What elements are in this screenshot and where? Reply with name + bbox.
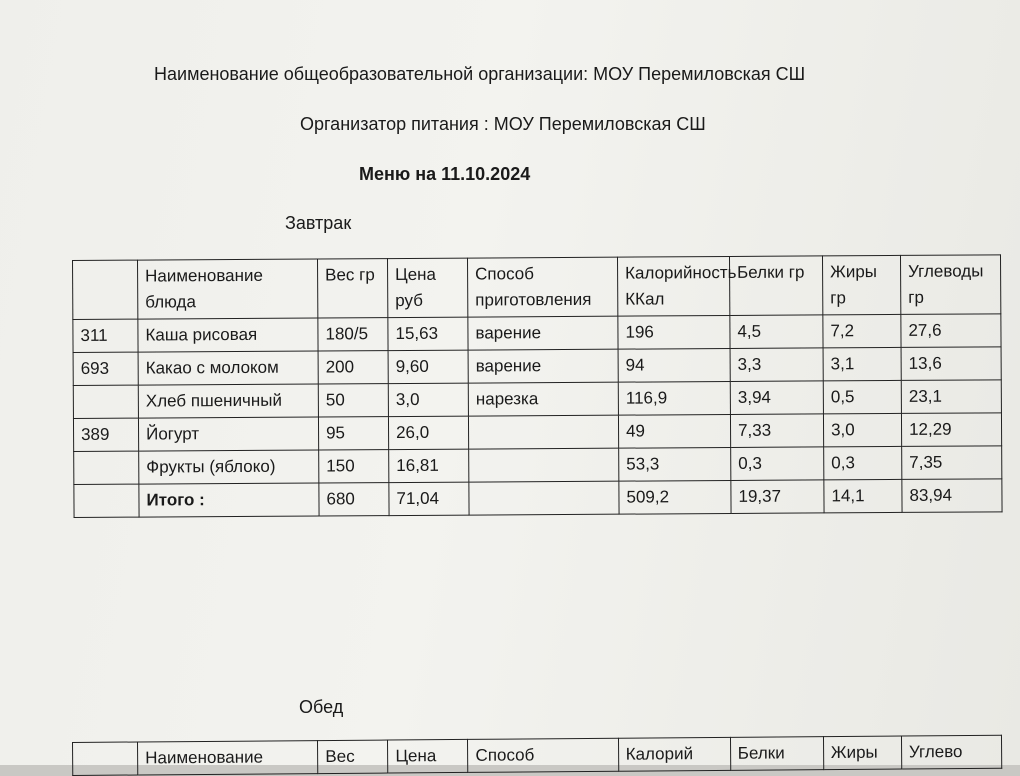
column-header-carbohydrates: Углеводы гр xyxy=(900,255,1000,315)
organization-name: Наименование общеобразовательной организации: МОУ Перемиловская СШ xyxy=(154,64,806,84)
column-header-protein: Белки гр xyxy=(729,256,822,316)
column-header-protein: Белки xyxy=(730,737,823,771)
column-header-dish-name: Наименование xyxy=(138,741,318,775)
lunch-section-title: Обед xyxy=(299,697,344,717)
total-row xyxy=(74,479,1002,518)
total-fat: 14,1 xyxy=(824,479,902,512)
cell-fat: 3,0 xyxy=(823,413,901,446)
cell-dish-name: Фрукты (яблоко) xyxy=(139,450,319,484)
cell-calories: 196 xyxy=(618,315,730,349)
cell-carbohydrates: 7,35 xyxy=(902,446,1002,480)
cell-price: 26,0 xyxy=(388,416,468,449)
column-header-code xyxy=(73,742,138,776)
table-header-row xyxy=(73,735,1002,775)
column-header-cooking-method: Способ приготовления xyxy=(467,257,617,317)
cell-protein: 7,33 xyxy=(730,414,823,448)
column-header-price: Цена руб xyxy=(387,258,467,317)
column-header-fat: Жиры xyxy=(823,736,901,770)
column-header-cooking-method: Способ xyxy=(468,738,618,772)
column-header-price: Цена xyxy=(388,739,468,773)
cell-carbohydrates: 12,29 xyxy=(901,413,1001,447)
cell-dish-name: Хлеб пшеничный xyxy=(138,384,318,418)
lunch-table xyxy=(72,735,1002,776)
column-header-code xyxy=(73,260,138,319)
column-header-calories: Калорий xyxy=(618,737,730,771)
cell-code xyxy=(74,451,139,484)
column-header-dish-name: Наименование блюда xyxy=(138,259,318,319)
cell-calories: 94 xyxy=(618,348,730,382)
column-header-weight: Вес гр xyxy=(317,259,387,318)
cell-cooking-method xyxy=(469,448,619,482)
cell-price: 9,60 xyxy=(388,350,468,383)
cell-cooking-method: варение xyxy=(468,349,618,383)
cell-calories: 116,9 xyxy=(618,381,730,415)
menu-date-title: Меню на 11.10.2024 xyxy=(359,164,531,184)
cell-weight: 50 xyxy=(318,384,388,417)
cell-protein: 4,5 xyxy=(730,315,823,349)
cell-calories: 53,3 xyxy=(619,447,731,481)
cell-protein: 3,94 xyxy=(730,381,823,415)
cell-code: 389 xyxy=(73,418,138,451)
breakfast-table xyxy=(72,254,1003,518)
breakfast-section-title: Завтрак xyxy=(285,213,352,233)
total-carbohydrates: 83,94 xyxy=(902,479,1002,513)
cell-weight: 150 xyxy=(319,450,389,483)
cell-fat: 0,5 xyxy=(823,380,901,413)
cell-cooking-method: нарезка xyxy=(468,382,618,416)
total-cooking-method xyxy=(469,481,619,515)
cell-carbohydrates: 13,6 xyxy=(901,347,1001,381)
total-calories: 509,2 xyxy=(619,480,731,514)
cell-code: 693 xyxy=(73,352,138,385)
cell-protein: 0,3 xyxy=(731,447,824,481)
column-header-fat: Жиры гр xyxy=(822,255,900,314)
total-price: 71,04 xyxy=(389,482,469,515)
cell-carbohydrates: 23,1 xyxy=(901,380,1001,414)
total-code xyxy=(74,484,139,517)
column-header-calories: Калорийность ККал xyxy=(617,256,729,316)
cell-code xyxy=(73,385,138,418)
cell-dish-name: Какао с молоком xyxy=(138,351,318,385)
column-header-carbohydrates: Углево xyxy=(901,735,1001,769)
total-weight: 680 xyxy=(319,483,389,516)
cell-cooking-method: варение xyxy=(468,316,618,350)
cell-fat: 7,2 xyxy=(823,314,901,347)
cell-price: 15,63 xyxy=(388,317,468,350)
cell-weight: 180/5 xyxy=(318,318,388,351)
cell-dish-name: Йогурт xyxy=(138,417,318,451)
cell-price: 3,0 xyxy=(388,383,468,416)
cell-carbohydrates: 27,6 xyxy=(901,314,1001,348)
cell-weight: 95 xyxy=(318,417,388,450)
cell-fat: 0,3 xyxy=(824,446,902,479)
cell-dish-name: Каша рисовая xyxy=(138,318,318,352)
catering-organizer: Организатор питания : МОУ Перемиловская СШ xyxy=(300,114,706,134)
total-protein: 19,37 xyxy=(731,480,824,514)
cell-price: 16,81 xyxy=(389,449,469,482)
cell-cooking-method xyxy=(468,415,618,449)
column-header-weight: Вес xyxy=(318,740,388,774)
cell-weight: 200 xyxy=(318,351,388,384)
cell-protein: 3,3 xyxy=(730,348,823,382)
total-dish-name: Итого : xyxy=(139,483,319,517)
table-header-row xyxy=(73,255,1001,320)
cell-calories: 49 xyxy=(618,414,730,448)
cell-code: 311 xyxy=(73,319,138,352)
cell-fat: 3,1 xyxy=(823,347,901,380)
